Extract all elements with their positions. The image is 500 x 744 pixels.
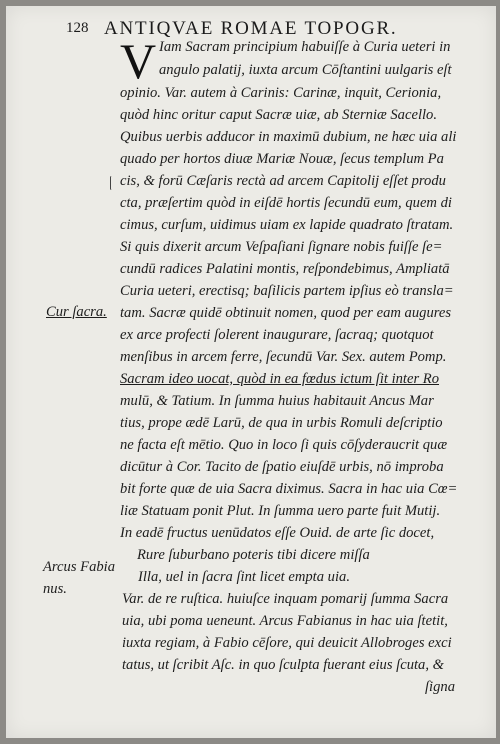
text-line: quòd hinc oritur caput Sacræ uiæ, ab Sterniæ Sacello. (120, 107, 437, 123)
text-line: Si quis dixerit arcum Veſpaſiani ſignare nobis fuiſſe ſe= (120, 239, 443, 255)
catchword: ſigna (425, 679, 455, 695)
text-line: ne facta eſt mētio. Quo in loco ſi quis cōſyderaucrit quæ (120, 437, 448, 453)
drop-cap: V (120, 33, 157, 89)
verse-line: Illa, uel in ſacra ſint licet empta uia. (138, 569, 350, 585)
page-number: 128 (66, 20, 89, 36)
text-line: liæ Statuam ponit Plut. In ſumma uero parte fuit Mutij. (120, 503, 441, 519)
text-line: mulū, & Tatium. In ſumma huius habitauit Ancus Mar (120, 393, 434, 409)
text-line: cis, & forū Cæſaris rectà ad arcem Capitolij eſſet produ (120, 173, 446, 189)
margin-note-cur-sacra: Cur ſacra. (46, 304, 107, 320)
text-line: angulo palatij, iuxta arcum Cōſtantini uulgaris eſt (159, 62, 452, 78)
text-line: tatus, ut ſcribit Aſc. in quo ſculpta fuerant eius ſcuta, & (122, 657, 444, 673)
text-line: Iam Sacram principium habuiſſe à Curia ueteri in (159, 39, 451, 55)
text-line: quado per hortos diuæ Mariæ Nouæ, ſecus templum Pa (120, 151, 444, 167)
margin-note-arcus-fabianus-cont: nus. (43, 581, 67, 597)
margin-note-arcus-fabianus: Arcus Fabia (43, 559, 116, 575)
text-line: Quibus uerbis adducor in maximū dubium, ne hæc uia ali (120, 129, 457, 145)
text-line: opinio. Var. autem à Carinis: Carinæ, inquit, Cerionia, (120, 85, 442, 101)
text-line: Curia ueteri, erectisq; baſilicis partem ipſius eò transla= (120, 283, 454, 299)
text-line: tam. Sacræ quidē obtinuit nomen, quod per eam augures (120, 305, 452, 321)
text-line: dicūtur à Cor. Tacito de ſpatio eiuſdē urbis, nō improba (120, 459, 444, 475)
text-line: Var. de re ruſtica. huiuſce inquam pomarij ſumma Sacra (122, 591, 449, 607)
text-line: menſibus in arcem ferre, ſecundū Var. Sex. autem Pomp. (120, 349, 447, 365)
text-line: ex arce profecti ſolerent inaugurare, ſacraq; quotquot (120, 327, 434, 343)
text-line: Sacram ideo uocat, quòd in ea fœdus ictum ſit inter Ro (120, 371, 440, 387)
text-line: tius, prope ædē Larū, de qua in urbis Romuli deſcriptio (120, 415, 443, 431)
text-line: iuxta regiam, à Fabio cēſore, qui deuicit Allobroges exci (122, 635, 452, 651)
text-line: cundū radices Palatini montis, reſpondebimus, Ampliatā (120, 261, 450, 277)
running-title: ANTIQVAE ROMAE TOPOGR. (104, 18, 398, 39)
text-line: bit forte quæ de uia Sacra diximus. Sacra in hac uia Cœ= (120, 481, 458, 497)
verse-line: Rure ſuburbano poteris tibi dicere miſſa (137, 547, 370, 563)
text-line: In eadē fructus uenūdatos eſſe Ouid. de arte ſic docet, (120, 525, 435, 541)
text-line: cta, præſertim quòd in eiſdē hortis ſecundū eum, quem di (120, 195, 452, 211)
margin-mark (110, 176, 113, 190)
text-line: cimus, curſum, uidimus uiam ex lapide quadrato ſtratam. (120, 217, 454, 233)
text-line: uia, ubi poma ueneunt. Arcus Fabianus in hac uia ſtetit, (122, 613, 448, 629)
